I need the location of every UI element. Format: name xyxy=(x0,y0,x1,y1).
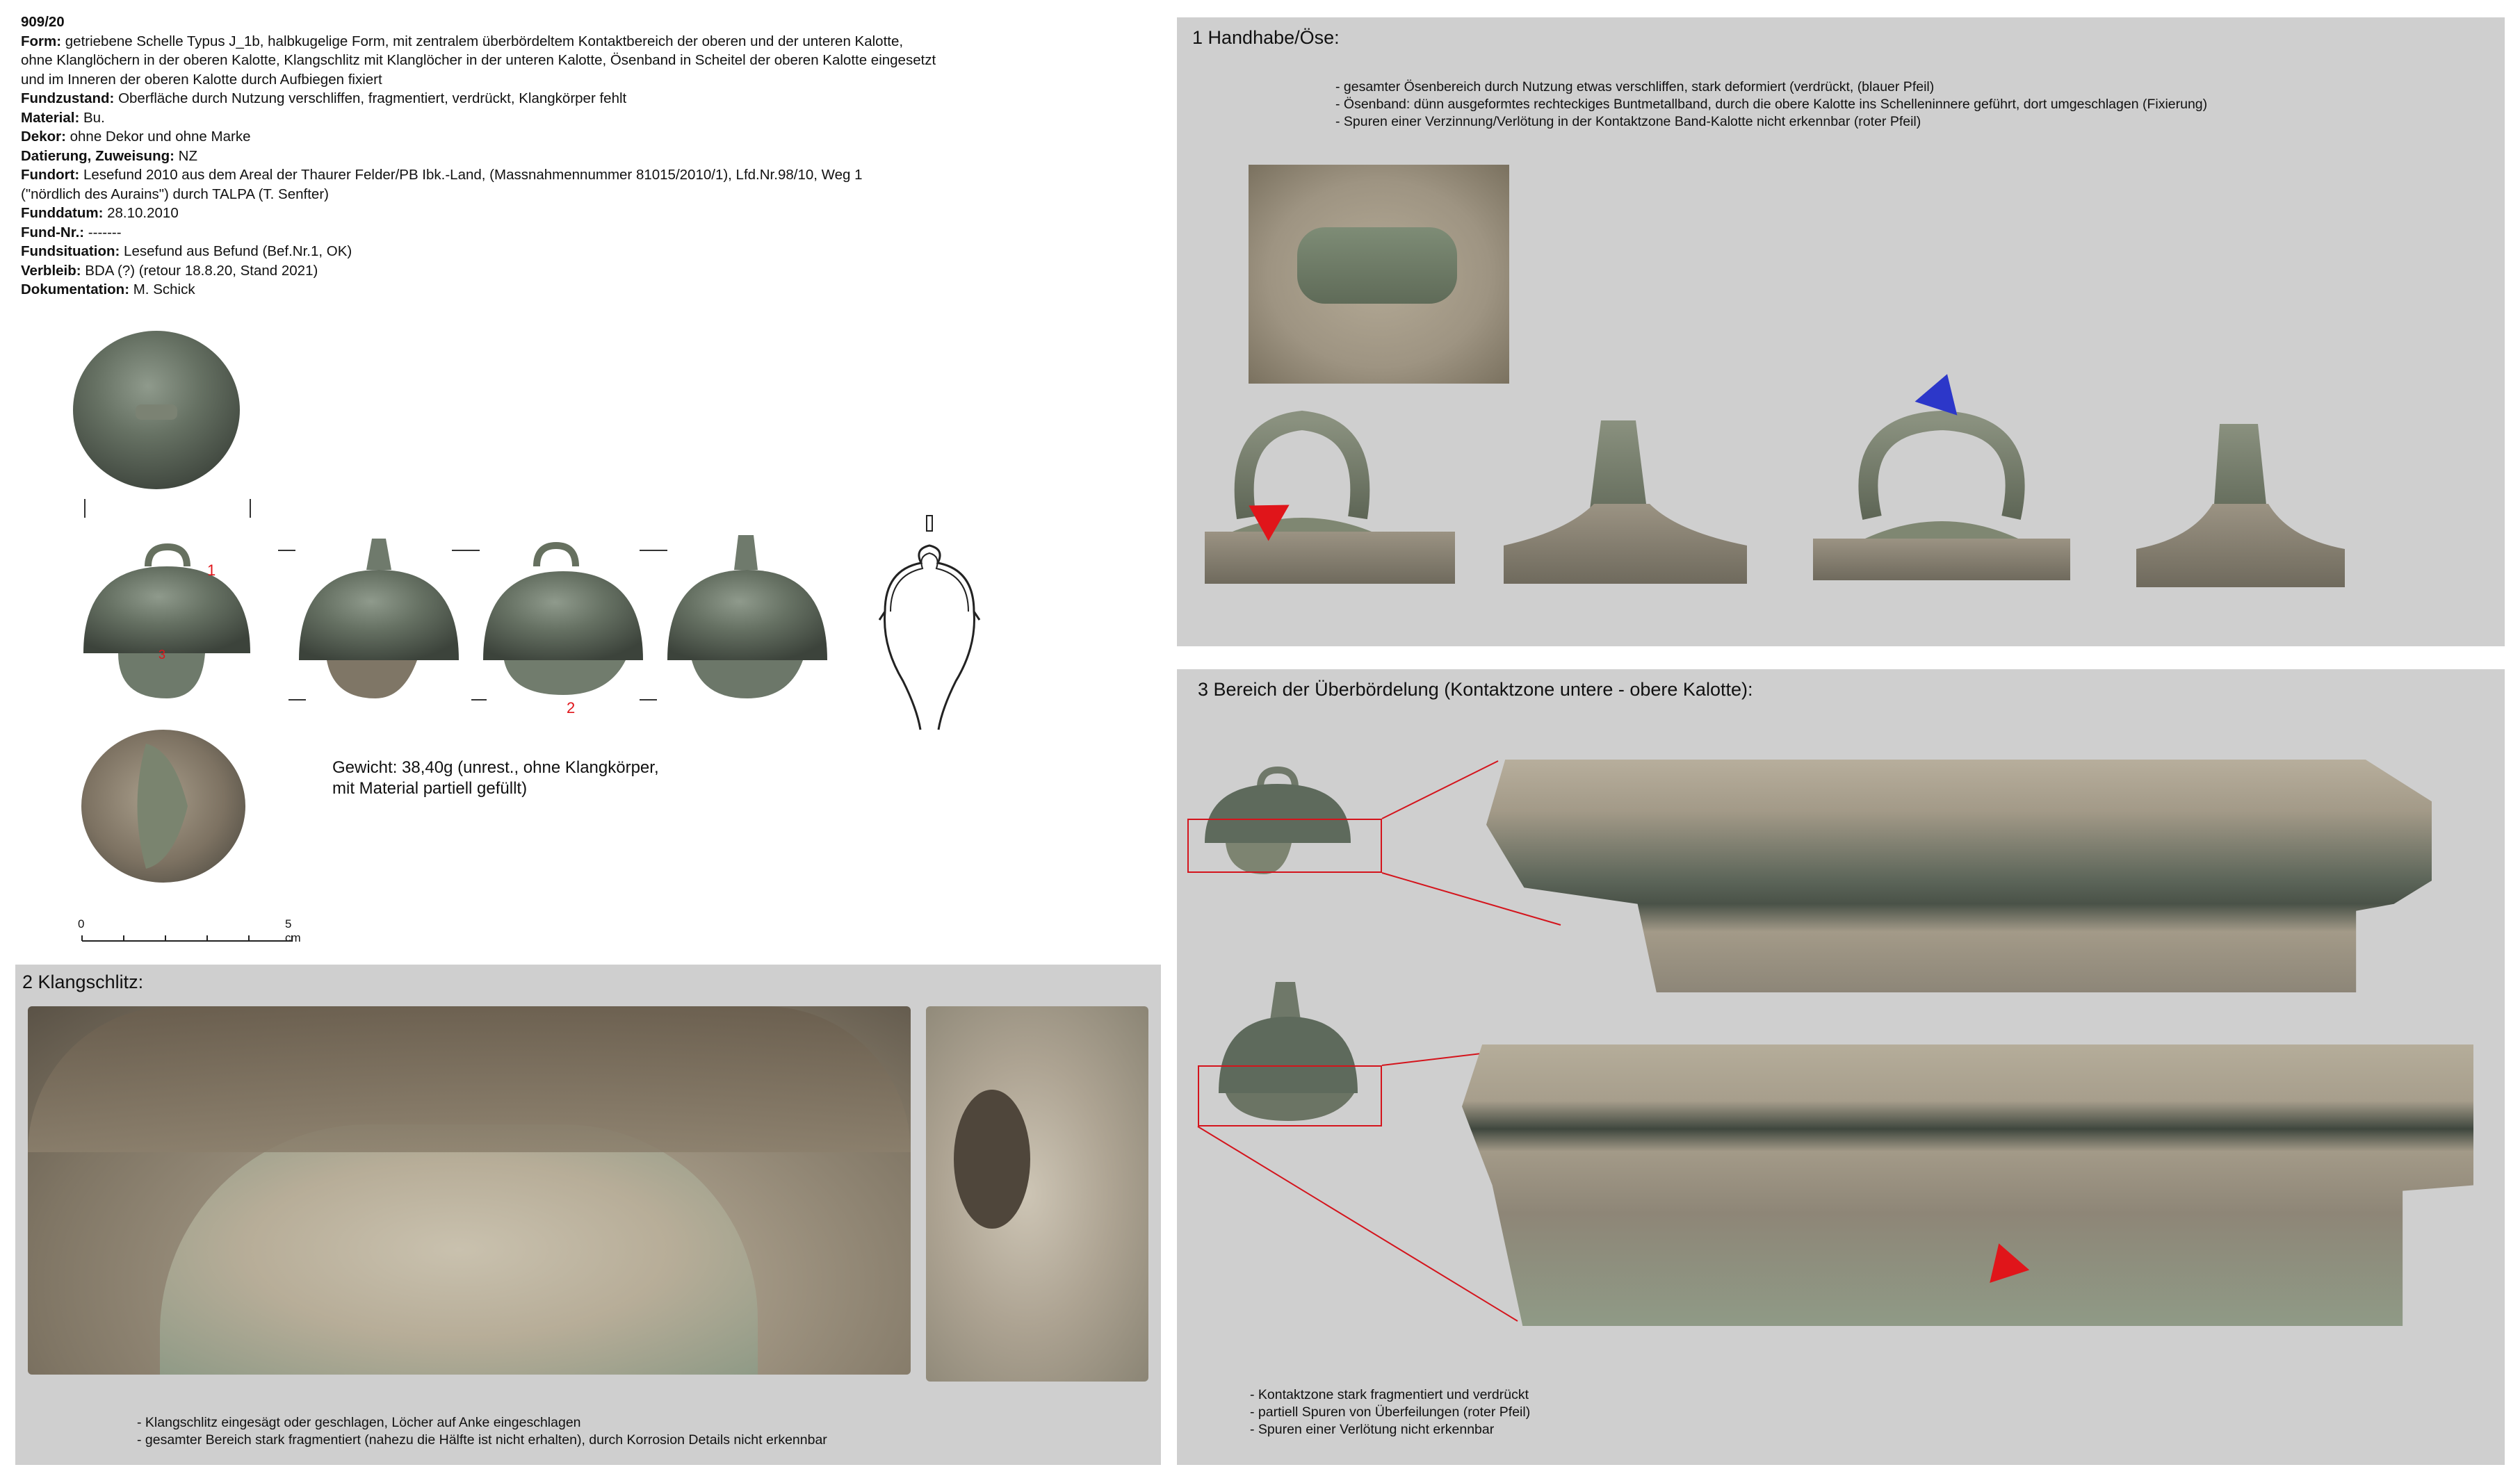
weight-note: Gewicht: 38,40g (unrest., ohne Klangkörper, mit Material partiell gefüllt) xyxy=(332,758,659,798)
marker-1-label: 1 xyxy=(207,562,216,579)
header-line: ohne Klanglöchern in der oberen Kalotte, Klangschlitz mit Klanglöcher in der unteren Kalotte, Ösenband in Scheitel der oberen Kalotte eingesetzt xyxy=(21,52,936,68)
header-line: Funddatum: 28.10.2010 xyxy=(21,205,179,221)
header-line: 909/20 xyxy=(21,14,65,30)
header-line: Fundort: Lesefund 2010 aus dem Areal der Thaurer Felder/PB Ibk.-Land, (Massnahmennummer 81015/2010/1), Lfd.Nr.98/10, Weg 1 xyxy=(21,167,863,183)
panel-handhabe-title: 1 Handhabe/Öse: xyxy=(1192,27,1340,48)
bell-side-view-2 xyxy=(299,539,459,698)
marker-2-label: 2 xyxy=(567,699,576,716)
scale-end-label: 5 cm xyxy=(285,917,301,944)
scale-start-label: 0 xyxy=(78,917,85,931)
panel-klangschlitz-title: 2 Klangschlitz: xyxy=(22,972,144,992)
loop-view-side-2 xyxy=(2136,424,2345,587)
header-line: Datierung, Zuweisung: NZ xyxy=(21,147,197,164)
loop-view-side xyxy=(1504,420,1747,584)
bell-bottom-view xyxy=(81,730,245,883)
panel-ueberboerdelung-title: 3 Bereich der Überbördelung (Kontaktzone untere - obere Kalotte): xyxy=(1198,679,1753,700)
loop-view-front xyxy=(1205,420,1455,584)
catalogue-header xyxy=(21,13,1161,300)
panel-handhabe-notes: - gesamter Ösenbereich durch Nutzung etwas verschliffen, stark deformiert (verdrückt, (blauer Pfeil) - Ösenband: dünn ausgeformtes rechteckiges Buntmetallband, durch die obere Kalotte ins Schelleninnere geführt, dort umgeschlagen (Fixierung) - Spuren einer Verzinnung/Verlötung in der Kontaktzone Band-Kalotte nicht erkennbar (roter Pfeil) xyxy=(1335,79,2208,129)
soil-fill xyxy=(28,1006,911,1152)
panel-handhabe xyxy=(1177,17,2505,646)
header-line: Material: Bu. xyxy=(21,109,105,126)
bell-side-view-1 xyxy=(83,547,250,698)
panel-klangschlitz xyxy=(15,965,1161,1465)
bell-side-view-4 xyxy=(667,535,827,698)
rim-detail-photo-2 xyxy=(1462,1044,2473,1326)
klangschlitz-side-photo xyxy=(926,1006,1148,1382)
header-line: Form: getriebene Schelle Typus J_1b, halbkugelige Form, mit zentralem überbördeltem Kontaktbereich der oberen und der unteren Kalotte, xyxy=(21,33,904,49)
header-line: Fundzustand: Oberfläche durch Nutzung verschliffen, fragmentiert, verdrückt, Klangkörper fehlt xyxy=(21,90,627,106)
panel-ueberboerdelung-notes: - Kontaktzone stark fragmentiert und verdrückt - partiell Spuren von Überfeilungen (roter Pfeil) - Spuren einer Verlötung nicht erkennbar xyxy=(1250,1387,1531,1437)
header-line: Verbleib: BDA (?) (retour 18.8.20, Stand 2021) xyxy=(21,262,318,279)
header-line: und im Inneren der oberen Kalotte durch Aufbiegen fixiert xyxy=(21,71,382,88)
header-line: Dekor: ohne Dekor und ohne Marke xyxy=(21,129,251,145)
header-line: Fundsituation: Lesefund aus Befund (Bef.Nr.1, OK) xyxy=(21,243,352,259)
panel-klangschlitz-notes: - Klangschlitz eingesägt oder geschlagen, Löcher auf Anke eingeschlagen - gesamter Bereich stark fragmentiert (nahezu die Hälfte ist nicht erhalten), durch Korrosion Details nicht erkennbar xyxy=(137,1415,827,1448)
klangschlitz-main-photo xyxy=(28,1006,911,1375)
header-line: ("nördlich des Aurains") durch TALPA (T. Senfter) xyxy=(21,186,329,202)
loop-top-photo xyxy=(1249,165,1509,384)
panel-ueberboerdelung xyxy=(1177,669,2505,1465)
scale-bar xyxy=(76,917,299,945)
bell-side-view-3 xyxy=(483,546,643,695)
slit-fragment xyxy=(160,1124,758,1375)
loop-view-back xyxy=(1813,420,2070,580)
header-line: Fund-Nr.: ------- xyxy=(21,224,122,240)
loop-top-band xyxy=(1297,227,1457,304)
loop-detail-views xyxy=(1205,393,2456,629)
header-line: Dokumentation: M. Schick xyxy=(21,281,195,297)
bell-section-drawing xyxy=(845,514,1018,737)
marker-3-label: 3 xyxy=(158,648,166,662)
sound-hole xyxy=(954,1090,1030,1229)
bell-top-view xyxy=(73,331,240,489)
